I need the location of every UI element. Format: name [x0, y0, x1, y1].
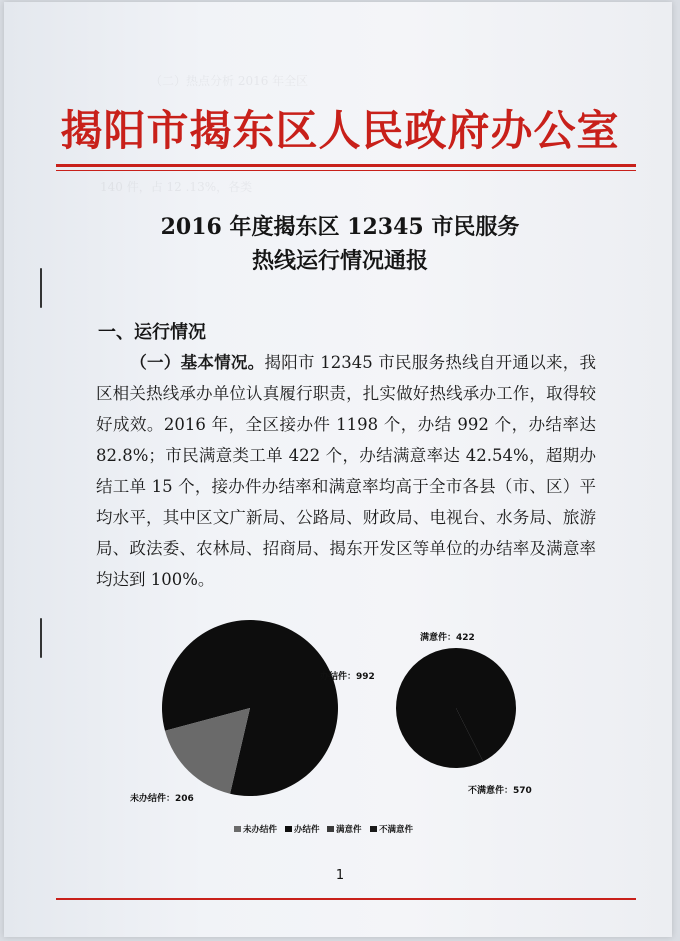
footer-rule [56, 898, 636, 900]
legend-label-unsatisfied: 不满意件 [379, 825, 414, 835]
header-rule-thin [56, 170, 636, 171]
paragraph-lead: （一）基本情况。 [130, 353, 265, 372]
legend-label-uncompleted: 未办结件 [243, 825, 278, 835]
paragraph-text: 揭阳市 12345 市民服务热线自开通以来，我区相关热线承办单位认真履行职责，扎实做好热线承办工作，取得较好成效。2016 年，全区接办件 1198 个，办结 992 个，办结率达 82.8%；市民满意类工单 422 个，办结满意率达 42.54%，超期办结工单 15 个，接办件办结率和满意率均高于全市各县（市、区）平均水平，其中区文广新局、公路局、财政局、电视台、水务局、旅游局、政法委、农林局、招商局、揭东开发区等单位的办结率及满意率均达到 100%。 [96, 353, 597, 589]
label-completed: 办结件：992 [320, 672, 375, 682]
issuer-header: 揭阳市揭东区人民政府办公室 [60, 106, 620, 155]
bleed-through-text: 140 件，占 12 .13%，各类 [100, 180, 253, 194]
document-title-line1: 2016 年度揭东区 12345 市民服务 [160, 214, 520, 240]
label-uncompleted: 未办结件：206 [130, 794, 194, 804]
legend-label-satisfied: 满意件 [336, 825, 362, 835]
charts-area [0, 600, 680, 850]
body-paragraph [96, 347, 596, 595]
legend-swatch [327, 826, 334, 832]
pie-chart-satisfaction [396, 648, 516, 768]
label-satisfied: 满意件：422 [420, 633, 475, 643]
pie-chart-completion [162, 620, 338, 796]
header-rule-thick [56, 164, 636, 167]
section-heading: 一、运行情况 [98, 322, 206, 343]
bleed-through-text: （二）热点分析 2016 年全区 [150, 74, 309, 88]
legend-swatch [370, 826, 377, 832]
legend-swatch [234, 826, 241, 832]
document-title-line2: 热线运行情况通报 [251, 248, 428, 274]
page-number: 1 [335, 868, 345, 883]
chart-legend [234, 824, 414, 835]
legend-label-completed: 办结件 [294, 825, 320, 835]
label-unsatisfied: 不满意件：570 [468, 786, 532, 796]
legend-swatch [285, 826, 292, 832]
